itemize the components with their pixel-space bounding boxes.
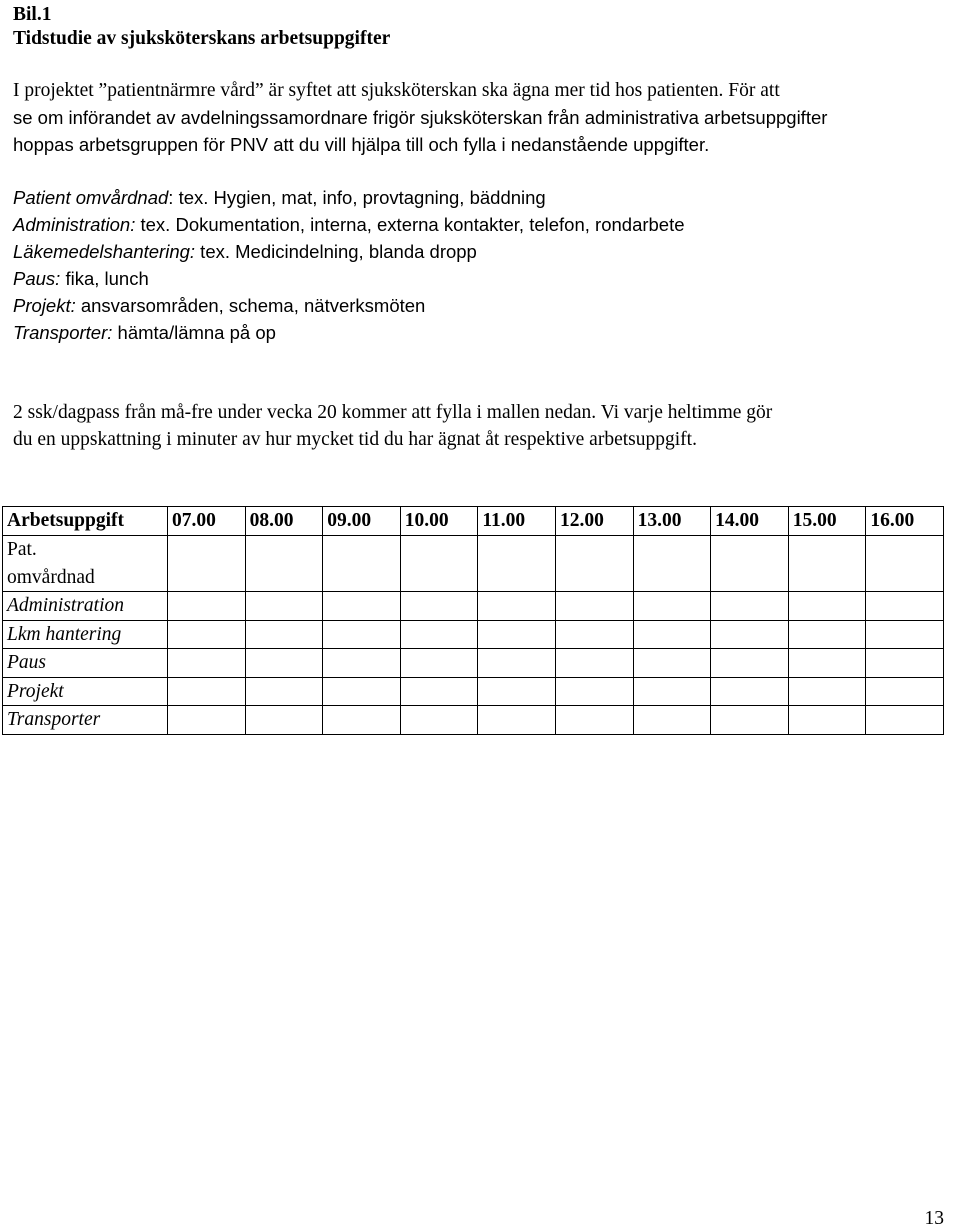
category-label: Paus:	[13, 268, 61, 289]
time-entry-cell[interactable]	[245, 706, 323, 735]
time-entry-cell[interactable]	[168, 536, 246, 592]
time-entry-cell[interactable]	[555, 677, 633, 706]
time-entry-cell[interactable]	[711, 677, 789, 706]
task-label: Projekt	[7, 680, 64, 702]
intro-line-1: I projektet ”patientnärmre vård” är syftet att sjuksköterskan ska ägna mer tid hos patienten. För att	[13, 80, 780, 101]
table-header-row	[3, 507, 944, 536]
time-entry-cell[interactable]	[711, 592, 789, 621]
time-entry-cell[interactable]	[478, 620, 556, 649]
time-entry-cell[interactable]	[400, 706, 478, 735]
time-entry-cell[interactable]	[633, 706, 711, 735]
hour-header: 16.00	[866, 507, 944, 536]
time-entry-cell[interactable]	[711, 649, 789, 678]
time-entry-cell[interactable]	[245, 620, 323, 649]
time-entry-cell[interactable]	[555, 706, 633, 735]
time-entry-cell[interactable]	[245, 592, 323, 621]
time-entry-cell[interactable]	[788, 677, 866, 706]
hour-header: 10.00	[400, 507, 478, 536]
category-sep: :	[168, 187, 174, 208]
appendix-label: Bil.1	[13, 4, 52, 25]
category-desc: tex. Hygien, mat, info, provtagning, bäddning	[173, 187, 546, 208]
time-entry-cell[interactable]	[555, 620, 633, 649]
time-entry-cell[interactable]	[711, 536, 789, 592]
category-medication	[13, 240, 477, 264]
category-break	[13, 267, 149, 291]
time-entry-cell[interactable]	[323, 706, 401, 735]
instructions-line-1: 2 ssk/dagpass från må-fre under vecka 20 kommer att fylla i mallen nedan. Vi varje heltimme gör	[13, 402, 773, 423]
time-entry-cell[interactable]	[633, 649, 711, 678]
time-entry-cell[interactable]	[711, 620, 789, 649]
task-cell	[3, 706, 168, 735]
table-row	[3, 536, 944, 592]
task-cell	[3, 536, 168, 592]
category-desc: hämta/lämna på op	[112, 322, 276, 343]
category-label: Patient omvårdnad	[13, 187, 169, 208]
time-entry-cell[interactable]	[633, 677, 711, 706]
document-title: Tidstudie av sjuksköterskans arbetsuppgifter	[13, 28, 391, 49]
time-entry-cell[interactable]	[323, 620, 401, 649]
hour-header: 07.00	[168, 507, 246, 536]
category-desc: tex. Medicindelning, blanda dropp	[195, 241, 477, 262]
task-cell	[3, 649, 168, 678]
time-entry-cell[interactable]	[866, 592, 944, 621]
task-label: Administration	[7, 595, 125, 616]
time-entry-cell[interactable]	[478, 592, 556, 621]
table-row	[3, 620, 944, 649]
time-entry-cell[interactable]	[478, 706, 556, 735]
hour-header: 12.00	[555, 507, 633, 536]
time-entry-cell[interactable]	[555, 649, 633, 678]
category-project	[13, 294, 425, 318]
time-entry-cell[interactable]	[866, 706, 944, 735]
time-entry-cell[interactable]	[168, 706, 246, 735]
task-label-line-1: Pat.	[7, 539, 37, 560]
task-label-line-2: omvårdnad	[7, 566, 95, 588]
task-cell	[3, 677, 168, 706]
time-entry-cell[interactable]	[788, 649, 866, 678]
hour-header: 09.00	[323, 507, 401, 536]
time-entry-cell[interactable]	[168, 620, 246, 649]
time-entry-cell[interactable]	[788, 536, 866, 592]
category-label: Projekt:	[13, 295, 76, 316]
time-entry-cell[interactable]	[323, 677, 401, 706]
time-entry-cell[interactable]	[711, 706, 789, 735]
time-study-table	[2, 506, 944, 735]
category-transport	[13, 321, 276, 345]
category-patient-care	[13, 186, 546, 210]
time-entry-cell[interactable]	[168, 677, 246, 706]
table-row	[3, 592, 944, 621]
category-label: Läkemedelshantering:	[13, 241, 196, 262]
task-label: Paus	[7, 652, 46, 673]
time-entry-cell[interactable]	[478, 677, 556, 706]
hour-header: 08.00	[245, 507, 323, 536]
task-label: Lkm hantering	[7, 623, 122, 645]
page-number: 13	[924, 1208, 944, 1229]
hour-header: 11.00	[478, 507, 556, 536]
time-entry-cell[interactable]	[168, 592, 246, 621]
intro-line-3: hoppas arbetsgruppen för PNV att du vill hjälpa till och fylla i nedanstående uppgifter.	[13, 134, 710, 155]
instructions-line-2: du en uppskattning i minuter av hur mycket tid du har ägnat åt respektive arbetsuppgift.	[13, 429, 697, 450]
table-row	[3, 677, 944, 706]
category-desc: ansvarsområden, schema, nätverksmöten	[75, 295, 426, 316]
table-row	[3, 706, 944, 735]
category-label: Transporter:	[13, 322, 113, 343]
task-column-header: Arbetsuppgift	[3, 507, 168, 536]
time-entry-cell[interactable]	[788, 620, 866, 649]
table-row	[3, 649, 944, 678]
time-entry-cell[interactable]	[400, 620, 478, 649]
time-entry-cell[interactable]	[633, 536, 711, 592]
time-entry-cell[interactable]	[400, 677, 478, 706]
time-entry-cell[interactable]	[478, 649, 556, 678]
time-entry-cell[interactable]	[245, 649, 323, 678]
time-entry-cell[interactable]	[633, 592, 711, 621]
task-label: Transporter	[7, 709, 101, 730]
hour-header: 15.00	[788, 507, 866, 536]
intro-line-2: se om införandet av avdelningssamordnare frigör sjuksköterskan från administrativa arbetsuppgifter	[13, 107, 828, 128]
time-entry-cell[interactable]	[478, 536, 556, 592]
time-entry-cell[interactable]	[866, 536, 944, 592]
time-entry-cell[interactable]	[245, 677, 323, 706]
time-entry-cell[interactable]	[400, 592, 478, 621]
time-entry-cell[interactable]	[168, 649, 246, 678]
category-administration	[13, 213, 685, 237]
time-entry-cell[interactable]	[245, 536, 323, 592]
time-entry-cell[interactable]	[400, 536, 478, 592]
category-desc: tex. Dokumentation, interna, externa kontakter, telefon, rondarbete	[135, 214, 685, 235]
time-entry-cell[interactable]	[555, 536, 633, 592]
time-entry-cell[interactable]	[323, 649, 401, 678]
time-entry-cell[interactable]	[323, 536, 401, 592]
time-entry-cell[interactable]	[866, 677, 944, 706]
time-entry-cell[interactable]	[323, 592, 401, 621]
hour-header: 13.00	[633, 507, 711, 536]
category-label: Administration:	[13, 214, 136, 235]
hour-header: 14.00	[711, 507, 789, 536]
task-cell	[3, 592, 168, 621]
task-cell	[3, 620, 168, 649]
time-entry-cell[interactable]	[866, 620, 944, 649]
time-entry-cell[interactable]	[400, 649, 478, 678]
time-entry-cell[interactable]	[788, 592, 866, 621]
time-entry-cell[interactable]	[633, 620, 711, 649]
category-desc: fika, lunch	[60, 268, 149, 289]
time-entry-cell[interactable]	[866, 649, 944, 678]
time-entry-cell[interactable]	[555, 592, 633, 621]
time-entry-cell[interactable]	[788, 706, 866, 735]
